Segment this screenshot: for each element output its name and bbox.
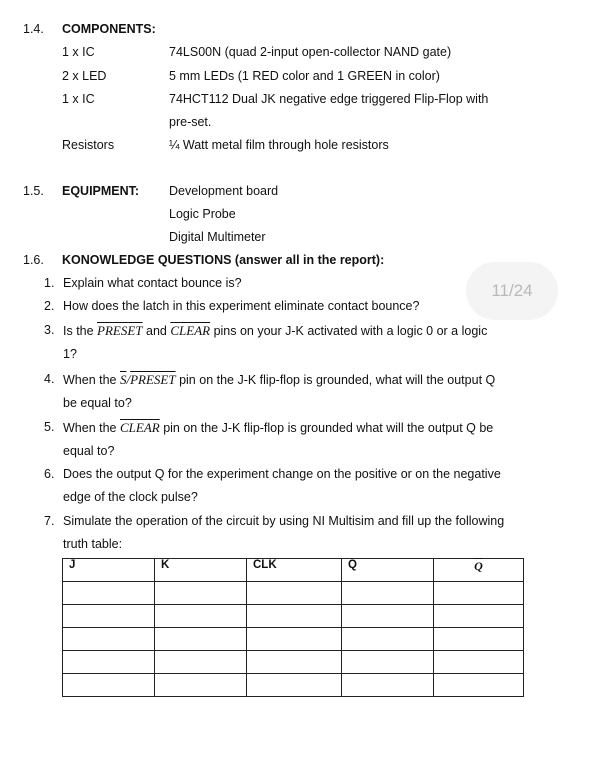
table-cell[interactable] <box>63 628 155 651</box>
question-text-part: and <box>142 324 171 338</box>
table-row <box>63 582 524 605</box>
table-cell[interactable] <box>155 651 247 674</box>
table-row <box>63 628 524 651</box>
section-title-equipment: EQUIPMENT: <box>62 184 140 198</box>
question-number: 5. <box>44 420 55 434</box>
section-title-components: COMPONENTS: <box>62 22 156 36</box>
equipment-item: Digital Multimeter <box>169 230 266 244</box>
question-text-part: pins on your J-K activated with a logic 0 or a logic <box>210 324 488 338</box>
table-cell[interactable] <box>155 605 247 628</box>
table-cell[interactable] <box>434 628 524 651</box>
question-text: Explain what contact bounce is? <box>63 276 242 290</box>
table-cell[interactable] <box>247 628 342 651</box>
component-desc: ¼ Watt metal film through hole resistors <box>169 138 389 152</box>
table-row <box>63 605 524 628</box>
table-row <box>63 651 524 674</box>
header-q-bar <box>434 559 524 582</box>
section-number-equipment: 1.5. <box>23 184 44 198</box>
equipment-item: Logic Probe <box>169 207 236 221</box>
preset-signal: PRESET <box>130 372 176 387</box>
question-number: 7. <box>44 514 55 528</box>
question-text-continued: equal to? <box>63 444 115 458</box>
clear-signal: CLEAR <box>170 323 211 338</box>
header-q: Q <box>342 559 434 582</box>
table-cell[interactable] <box>63 651 155 674</box>
section-title-questions: KONOWLEDGE QUESTIONS (answer all in the report): <box>62 253 385 267</box>
question-text-part: Is the <box>63 324 98 338</box>
component-name: 1 x IC <box>62 45 95 59</box>
truth-table <box>62 558 524 697</box>
question-text <box>63 372 495 388</box>
preset-signal: PRESET <box>97 323 143 338</box>
question-text-continued: 1? <box>63 347 77 361</box>
table-cell[interactable] <box>342 628 434 651</box>
slash: / <box>126 372 131 387</box>
question-number: 4. <box>44 372 55 386</box>
question-text-part: pin on the J-K flip-flop is grounded what will the output Q be <box>159 421 494 435</box>
question-text: Simulate the operation of the circuit by using NI Multisim and fill up the following <box>63 514 505 528</box>
clear-signal: CLEAR <box>119 420 160 435</box>
question-number: 3. <box>44 323 55 337</box>
question-number: 1. <box>44 276 55 290</box>
component-desc-continued: pre-set. <box>169 115 212 129</box>
section-number-questions: 1.6. <box>23 253 44 267</box>
question-text: How does the latch in this experiment eliminate contact bounce? <box>63 299 420 313</box>
question-text <box>63 323 487 339</box>
table-cell[interactable] <box>247 674 342 697</box>
table-cell[interactable] <box>434 674 524 697</box>
table-cell[interactable] <box>434 582 524 605</box>
component-name: 2 x LED <box>62 69 107 83</box>
table-cell[interactable] <box>63 605 155 628</box>
table-cell[interactable] <box>247 605 342 628</box>
question-text-part: pin on the J-K flip-flop is grounded, what will the output Q <box>175 373 496 387</box>
component-desc: 74LS00N (quad 2-input open-collector NAND gate) <box>169 45 452 59</box>
equipment-item: Development board <box>169 184 279 198</box>
table-row <box>63 674 524 697</box>
table-cell[interactable] <box>155 628 247 651</box>
component-desc: 74HCT112 Dual JK negative edge triggered Flip-Flop with <box>169 92 489 106</box>
q-bar-label: $\overline{Q}$ <box>474 559 483 573</box>
table-cell[interactable] <box>434 651 524 674</box>
question-text <box>63 420 493 436</box>
table-cell[interactable] <box>63 582 155 605</box>
question-text-part: When the <box>63 373 120 387</box>
component-desc: 5 mm LEDs (1 RED color and 1 GREEN in color) <box>169 69 440 83</box>
table-cell[interactable] <box>342 674 434 697</box>
question-text-continued: truth table: <box>63 537 123 551</box>
component-name: Resistors <box>62 138 115 152</box>
table-cell[interactable] <box>63 674 155 697</box>
section-number-components: 1.4. <box>23 22 44 36</box>
table-cell[interactable] <box>434 605 524 628</box>
header-j: J <box>63 559 155 582</box>
question-text: Does the output Q for the experiment change on the positive or on the negative <box>63 467 501 481</box>
question-text-part: When the <box>63 421 120 435</box>
question-number: 6. <box>44 467 55 481</box>
table-cell[interactable] <box>155 674 247 697</box>
question-number: 2. <box>44 299 55 313</box>
header-clk: CLK <box>247 559 342 582</box>
table-cell[interactable] <box>342 605 434 628</box>
table-header-row <box>63 559 524 582</box>
s-signal: $\overline{S}$ <box>119 372 127 387</box>
question-text-continued: be equal to? <box>63 396 132 410</box>
header-k: K <box>155 559 247 582</box>
table-cell[interactable] <box>247 582 342 605</box>
component-name: 1 x IC <box>62 92 95 106</box>
table-cell[interactable] <box>155 582 247 605</box>
table-cell[interactable] <box>342 651 434 674</box>
table-cell[interactable] <box>247 651 342 674</box>
page-indicator: 11/24 <box>466 262 558 320</box>
question-text-continued: edge of the clock pulse? <box>63 490 198 504</box>
table-cell[interactable] <box>342 582 434 605</box>
